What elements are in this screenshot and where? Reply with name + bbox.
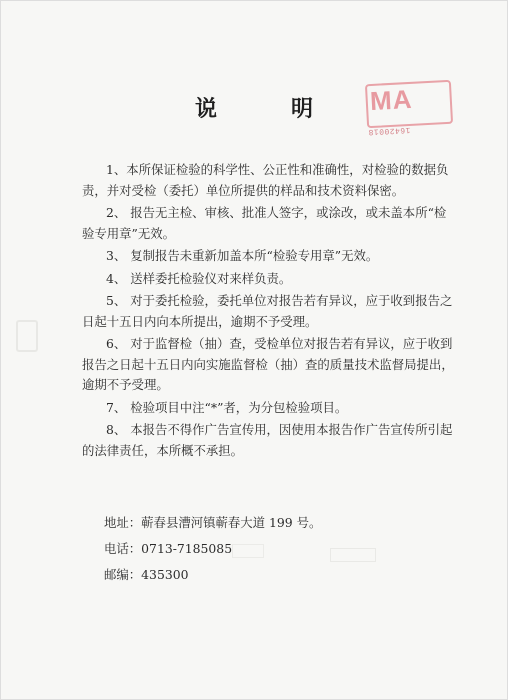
faint-bleed-through-mark bbox=[16, 320, 38, 352]
note-item-6: 6、 对于监督检（抽）查，受检单位对报告若有异议，应于收到报告之日起十五日内向实施监督检（抽）查的质量技术监督局提出，逾期不予受理。 bbox=[82, 336, 454, 392]
note-item-5: 5、 对于委托检验，委托单位对报告若有异议，应于收到报告之日起十五日内向本所提出，逾期不予受理。 bbox=[82, 293, 453, 329]
note-item-3: 3、 复制报告未重新加盖本所“检验专用章”无效。 bbox=[106, 248, 379, 263]
note-item-2: 2、 报告无主检、审核、批准人签字，或涂改，或未盖本所“检验专用章”无效。 bbox=[82, 205, 447, 241]
page-title: 说 明 bbox=[194, 96, 339, 122]
contact-block bbox=[104, 510, 444, 588]
note-item-4: 4、 送样委托检验仪对来样负责。 bbox=[106, 270, 292, 286]
red-stamp bbox=[358, 82, 468, 142]
stamp-text: MA bbox=[369, 83, 414, 117]
phone-line: 电话：0713-7185085 bbox=[104, 541, 233, 556]
notes-list bbox=[82, 160, 454, 461]
address-line: 地址：蕲春县漕河镇蕲春大道 199 号。 bbox=[104, 515, 322, 530]
postcode-line: 邮编：435300 bbox=[104, 567, 189, 582]
note-item-1: 1、本所保证检验的科学性、公正性和准确性，对检验的数据负责，并对受检（委托）单位所提供的样品和技术资料保密。 bbox=[82, 162, 449, 198]
note-item-8: 8、 本报告不得作广告宣传用，因使用本报告作广告宣传所引起的法律责任，本所概不承担。 bbox=[82, 422, 453, 458]
note-item-7: 7、 检验项目中注“*”者，为分包检验项目。 bbox=[106, 399, 348, 415]
stamp-code: 16420018 bbox=[367, 124, 411, 137]
